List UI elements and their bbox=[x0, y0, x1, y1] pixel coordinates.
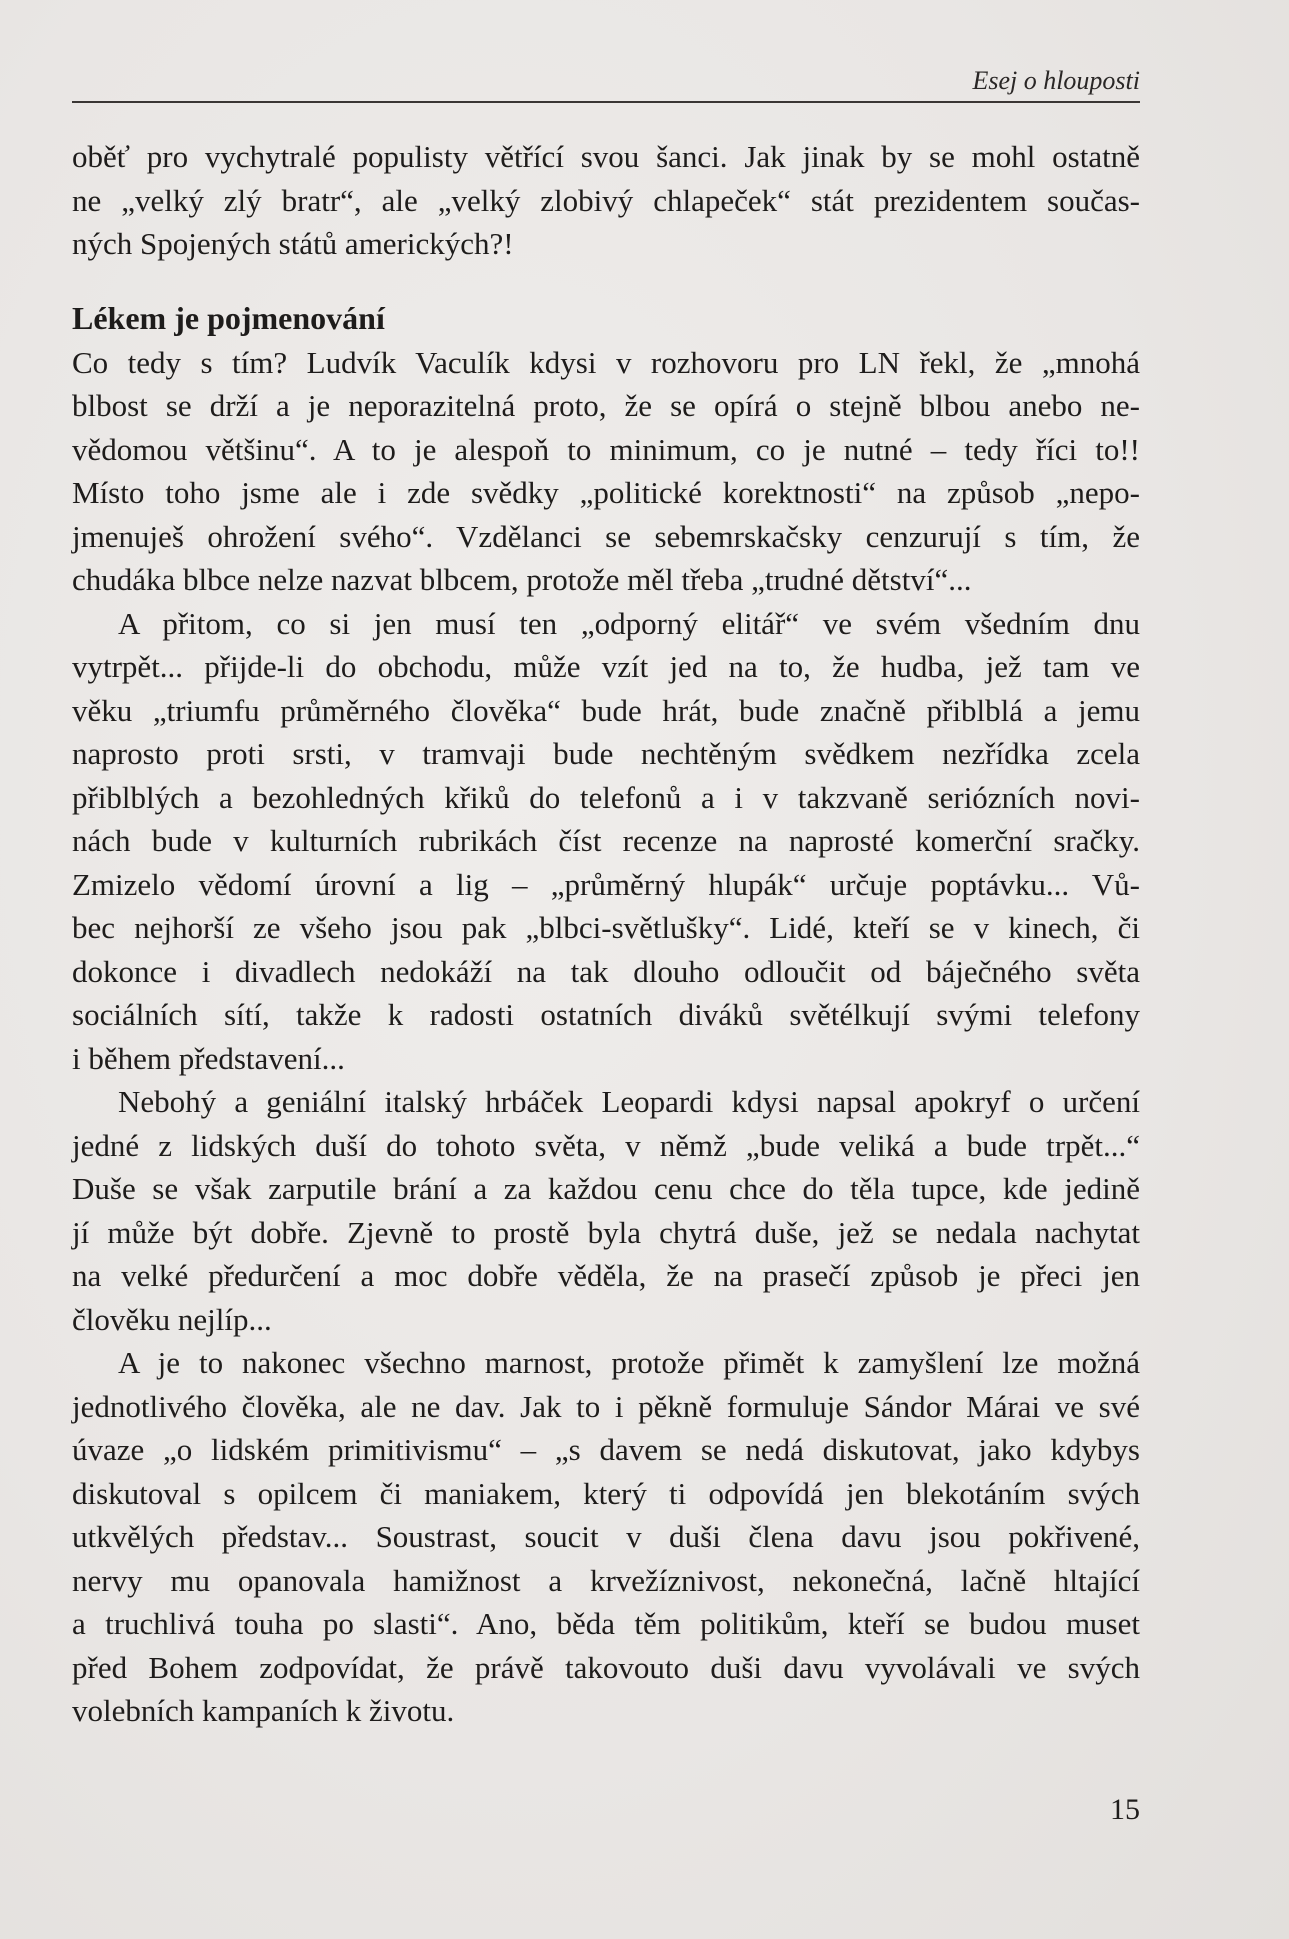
text-line: vytrpět... přijde-li do obchodu, může vzít jed na to, že hudba, jež tam ve bbox=[72, 649, 1140, 684]
text-line: na velké předurčení a moc dobře věděla, že na prasečí způsob je přeci jen bbox=[72, 1258, 1140, 1293]
text-line: Zmizelo vědomí úrovní a lig – „průměrný hlupák“ určuje poptávku... Vů- bbox=[72, 866, 1140, 902]
text-line: Místo toho jsme ale i zde svědky „politické korektnosti“ na způsob „nepo- bbox=[72, 475, 1140, 510]
text-line: jí může být dobře. Zjevně to prostě byla chytrá duše, jež se nedala nachytat bbox=[72, 1214, 1140, 1250]
section-heading: Lékem je pojmenování bbox=[72, 299, 385, 336]
text-line: i během představení... bbox=[72, 1040, 345, 1076]
text-line: A je to nakonec všechno marnost, protože přimět k zamyšlení lze možná bbox=[118, 1345, 1140, 1380]
text-line: Duše se však zarputile brání a za každou cenu chce do těla tupce, kde jedině bbox=[72, 1171, 1140, 1206]
text-line: Co tedy s tím? Ludvík Vaculík kdysi v rozhovoru pro LN řekl, že „mnohá bbox=[72, 344, 1140, 380]
text-line: chudáka blbce nelze nazvat blbcem, protože měl třeba „trudné dětství“... bbox=[72, 562, 972, 597]
text-line: sociálních sítí, takže k radosti ostatních diváků světélkují svými telefony bbox=[72, 997, 1140, 1032]
text-line: blbost se drží a je neporazitelná proto, že se opírá o stejně blbou anebo ne- bbox=[72, 388, 1140, 423]
text-line: oběť pro vychytralé populisty větřící svou šanci. Jak jinak by se mohl ostatně bbox=[72, 139, 1140, 174]
text-line: jmenuješ ohrožení svého“. Vzdělanci se sebemrskačsky cenzurují s tím, že bbox=[72, 518, 1140, 554]
text-line: dokonce i divadlech nedokáží na tak dlouho odloučit od báječného světa bbox=[72, 953, 1140, 989]
text-line: bec nejhorší ze všeho jsou pak „blbci-světlušky“. Lidé, kteří se v kinech, či bbox=[72, 910, 1140, 945]
paragraph-3 bbox=[72, 1080, 1140, 1341]
text-line: přiblblých a bezohledných křiků do telefonů a i v takzvaně seriózních novi- bbox=[72, 779, 1140, 815]
paragraph-1 bbox=[72, 341, 1140, 602]
text-line: jedné z lidských duší do tohoto světa, v němž „bude veliká a bude trpět...“ bbox=[72, 1127, 1140, 1163]
intro-paragraph bbox=[72, 135, 1140, 266]
text-line: A přitom, co si jen musí ten „odporný elitář“ ve svém všedním dnu bbox=[118, 605, 1140, 641]
text-line: Nebohý a geniální italský hrbáček Leopardi kdysi napsal apokryf o určení bbox=[118, 1084, 1140, 1119]
text-line: a truchlivá touha po slasti“. Ano, běda těm politikům, kteří se budou muset bbox=[72, 1606, 1140, 1641]
text-line: vědomou většinu“. A to je alespoň to minimum, co je nutné – tedy říci to!! bbox=[72, 431, 1140, 467]
text-line: jednotlivého člověka, ale ne dav. Jak to i pěkně formuluje Sándor Márai ve své bbox=[72, 1388, 1140, 1424]
text-line: diskutoval s opilcem či maniakem, který ti odpovídá jen blekotáním svých bbox=[72, 1475, 1140, 1511]
text-line: člověku nejlíp... bbox=[72, 1301, 272, 1337]
paragraph-4 bbox=[72, 1341, 1140, 1733]
text-line: naprosto proti srsti, v tramvaji bude nechtěným svědkem nezřídka zcela bbox=[72, 736, 1140, 771]
paragraph-2 bbox=[72, 602, 1140, 1081]
page-number: 15 bbox=[1110, 1793, 1140, 1826]
section-gap bbox=[72, 266, 1140, 295]
text-line: ne „velký zlý bratr“, ale „velký zlobivý chlapeček“ stát prezidentem součas- bbox=[72, 182, 1140, 218]
text-line: úvaze „o lidském primitivismu“ – „s davem se nedá diskutovat, jako kdybys bbox=[72, 1432, 1140, 1467]
text-line: nách bude v kulturních rubrikách číst recenze na naprosté komerční sračky. bbox=[72, 823, 1140, 858]
header-rule bbox=[72, 101, 1140, 103]
body-text bbox=[72, 135, 1140, 1733]
running-head: Esej o hlouposti bbox=[972, 66, 1140, 95]
text-line: věku „triumfu průměrného člověka“ bude hrát, bude značně přiblblá a jemu bbox=[72, 692, 1140, 728]
text-line: nervy mu opanovala hamižnost a krvežíznivost, nekonečná, lačně hltající bbox=[72, 1562, 1140, 1598]
text-line: utkvělých představ... Soustrast, soucit v duši člena davu jsou pokřivené, bbox=[72, 1519, 1140, 1554]
text-line: volebních kampaních k životu. bbox=[72, 1693, 455, 1728]
text-line: před Bohem zodpovídat, že právě takovouto duši davu vyvolávali ve svých bbox=[72, 1649, 1140, 1685]
text-line: ných Spojených států amerických?! bbox=[72, 226, 514, 261]
